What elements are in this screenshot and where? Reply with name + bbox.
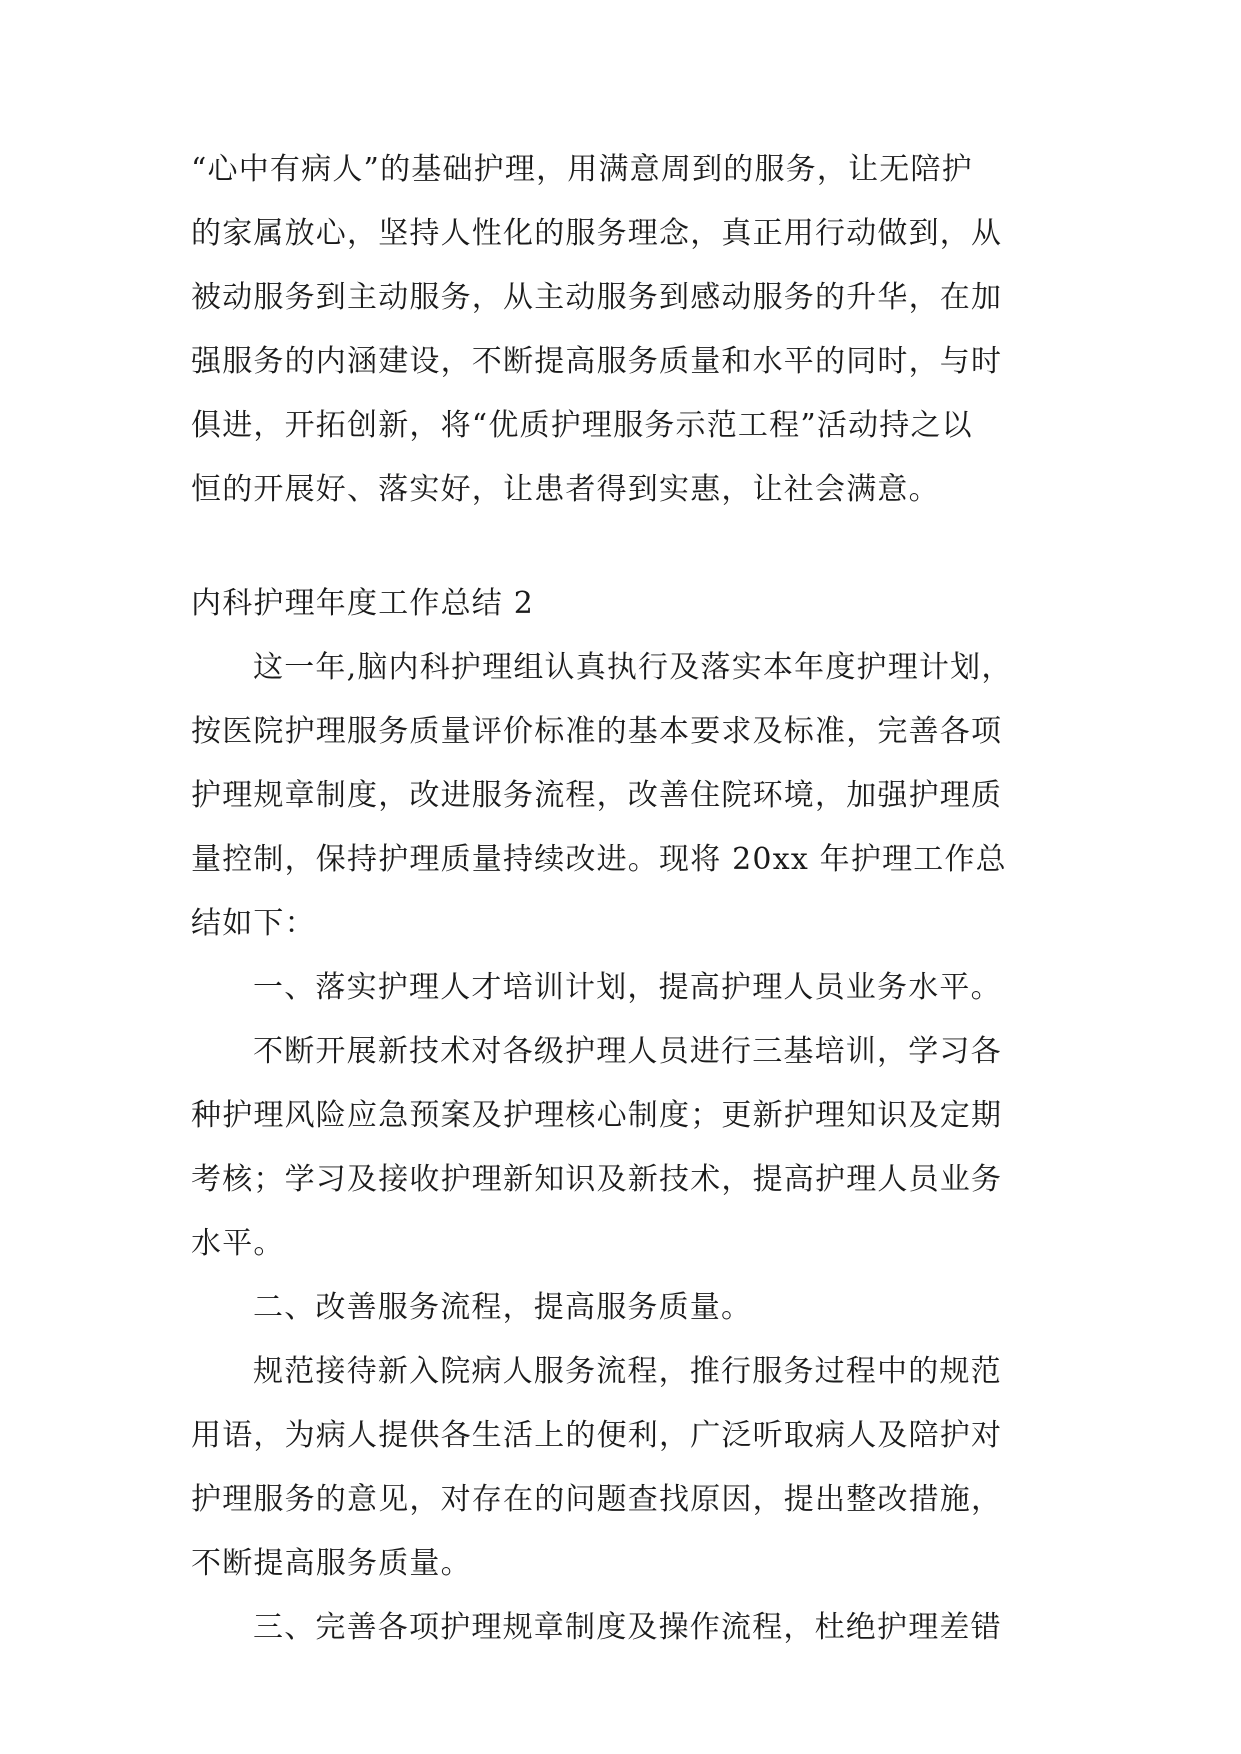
paragraph-line: 护理服务的意见，对存在的问题查找原因，提出整改措施， <box>191 1482 1003 1517</box>
paragraph-line: “心中有病人”的基础护理，用满意周到的服务，让无陪护 <box>191 152 973 187</box>
paragraph-line: 的家属放心，坚持人性化的服务理念，真正用行动做到，从 <box>191 216 1003 251</box>
subheading: 二、改善服务流程，提高服务质量。 <box>253 1290 753 1325</box>
paragraph-line: 量控制，保持护理质量持续改进。现将 20xx 年护理工作总 <box>191 842 1007 877</box>
paragraph-line: 不断提高服务质量。 <box>191 1546 472 1581</box>
paragraph-line: 按医院护理服务质量评价标准的基本要求及标准，完善各项 <box>191 714 1003 749</box>
subheading: 一、落实护理人才培训计划，提高护理人员业务水平。 <box>253 970 1002 1005</box>
paragraph-line: 俱进，开拓创新，将“优质护理服务示范工程”活动持之以 <box>191 408 973 443</box>
paragraph-line: 强服务的内涵建设，不断提高服务质量和水平的同时，与时 <box>191 344 1003 379</box>
paragraph-line: 考核；学习及接收护理新知识及新技术，提高护理人员业务 <box>191 1162 1003 1197</box>
section-heading: 内科护理年度工作总结 2 <box>191 586 535 621</box>
paragraph-line: 水平。 <box>191 1226 285 1261</box>
paragraph-line: 护理规章制度，改进服务流程，改善住院环境，加强护理质 <box>191 778 1003 813</box>
paragraph-line: 被动服务到主动服务，从主动服务到感动服务的升华，在加 <box>191 280 1003 315</box>
paragraph-line: 不断开展新技术对各级护理人员进行三基培训，学习各 <box>253 1034 1002 1069</box>
paragraph-line: 用语，为病人提供各生活上的便利，广泛听取病人及陪护对 <box>191 1418 1003 1453</box>
paragraph-line: 规范接待新入院病人服务流程，推行服务过程中的规范 <box>253 1354 1002 1389</box>
paragraph-line: 这一年,脑内科护理组认真执行及落实本年度护理计划， <box>253 650 1013 685</box>
subheading: 三、完善各项护理规章制度及操作流程，杜绝护理差错 <box>253 1610 1002 1645</box>
paragraph-line: 种护理风险应急预案及护理核心制度；更新护理知识及定期 <box>191 1098 1003 1133</box>
paragraph-line: 结如下： <box>191 906 316 941</box>
paragraph-line: 恒的开展好、落实好，让患者得到实惠，让社会满意。 <box>191 472 940 507</box>
